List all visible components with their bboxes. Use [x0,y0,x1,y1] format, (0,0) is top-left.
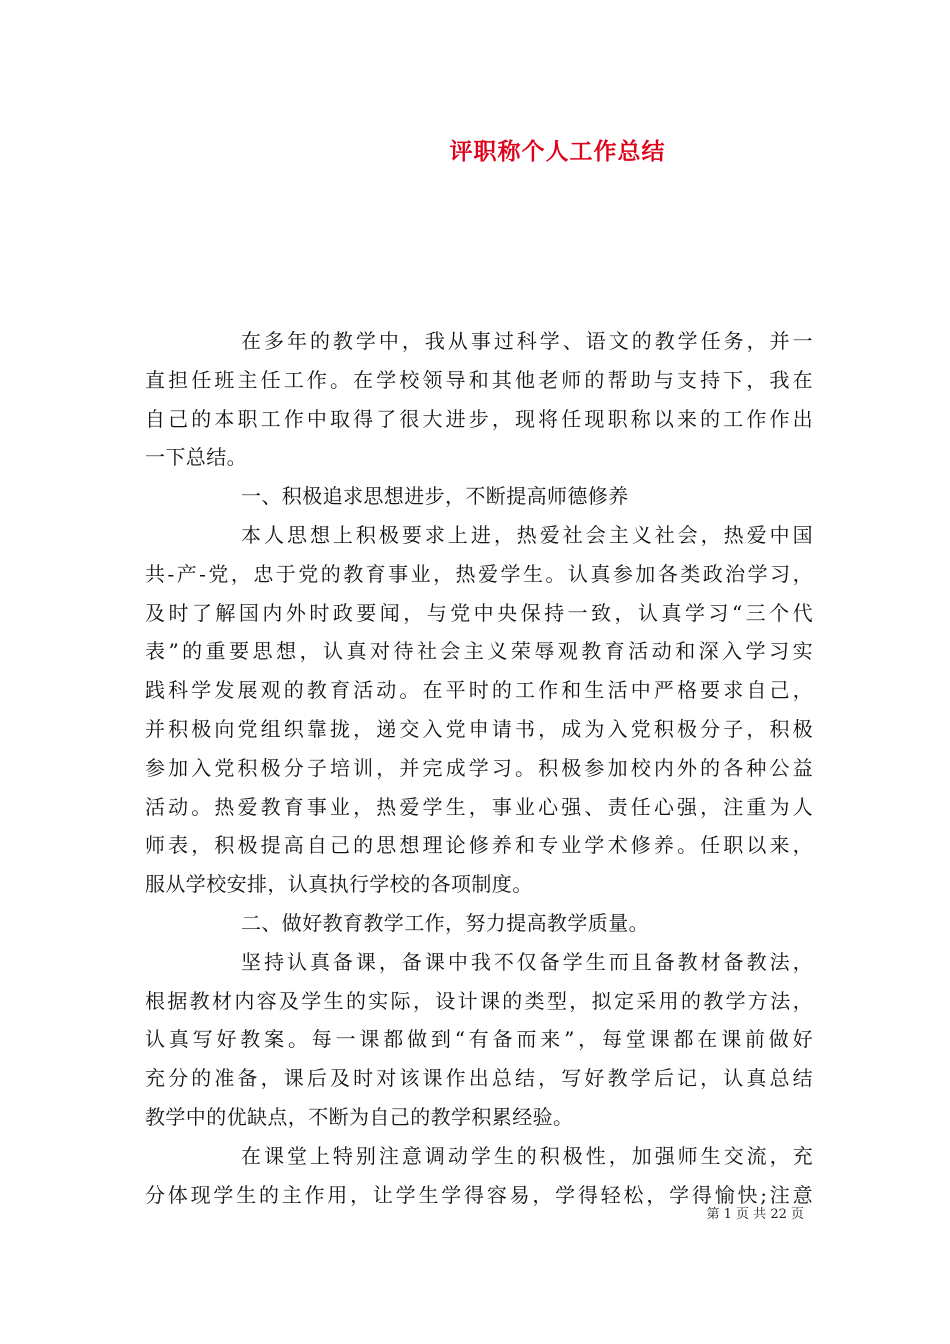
document-body [145,322,813,1214]
text-line: 教学中的优缺点，不断为自己的教学积累经验。 [145,1104,574,1129]
text-line: 践科学发展观的教育活动。在平时的工作和生活中严格要求自己， [145,678,813,703]
text-line: 坚持认真备课，备课中我不仅备学生而且备教材备教法， [241,949,813,974]
text-line: 服从学校安排，认真执行学校的各项制度。 [145,872,533,897]
text-line: 直担任班主任工作。在学校领导和其他老师的帮助与支持下，我在 [145,367,813,392]
section-heading: 二、做好教育教学工作，努力提高教学质量。 [241,910,649,935]
section-heading: 一、积极追求思想进步，不断提高师德修养 [241,484,629,509]
text-line: 自己的本职工作中取得了很大进步，现将任现职称以来的工作作出 [145,406,813,431]
text-line: 并积极向党组织靠拢，递交入党申请书，成为入党积极分子，积极 [145,716,813,741]
text-line: 表”的重要思想，认真对待社会主义荣辱观教育活动和深入学习实 [145,639,813,664]
text-line: 认真写好教案。每一课都做到“有备而来”，每堂课都在课前做好 [145,1027,813,1052]
text-line: 活动。热爱教育事业，热爱学生，事业心强、责任心强，注重为人 [145,794,813,819]
page-footer: 第 1 页 共 22 页 [706,1207,804,1222]
text-line: 在多年的教学中，我从事过科学、语文的教学任务，并一 [241,329,813,353]
text-line: 分体现学生的主作用，让学生学得容易，学得轻松，学得愉快;注意 [145,1182,813,1207]
text-line: 充分的准备，课后及时对该课作出总结，写好教学后记，认真总结 [145,1066,813,1091]
text-line: 及时了解国内外时政要闻，与党中央保持一致，认真学习“三个代 [145,600,813,625]
text-line: 在课堂上特别注意调动学生的积极性，加强师生交流，充 [241,1143,813,1168]
text-line: 共-产-党，忠于党的教育事业，热爱学生。认真参加各类政治学习， [145,561,813,586]
text-line: 根据教材内容及学生的实际，设计课的类型，拟定采用的教学方法， [145,988,813,1013]
text-line: 师表，积极提高自己的思想理论修养和专业学术修养。任职以来， [145,833,813,858]
text-line: 参加入党积极分子培训，并完成学习。积极参加校内外的各种公益 [145,755,813,780]
document-title: 评职称个人工作总结 [449,139,666,165]
text-line: 一下总结。 [145,445,247,470]
text-line: 本人思想上积极要求上进，热爱社会主义社会，热爱中国 [241,522,813,547]
